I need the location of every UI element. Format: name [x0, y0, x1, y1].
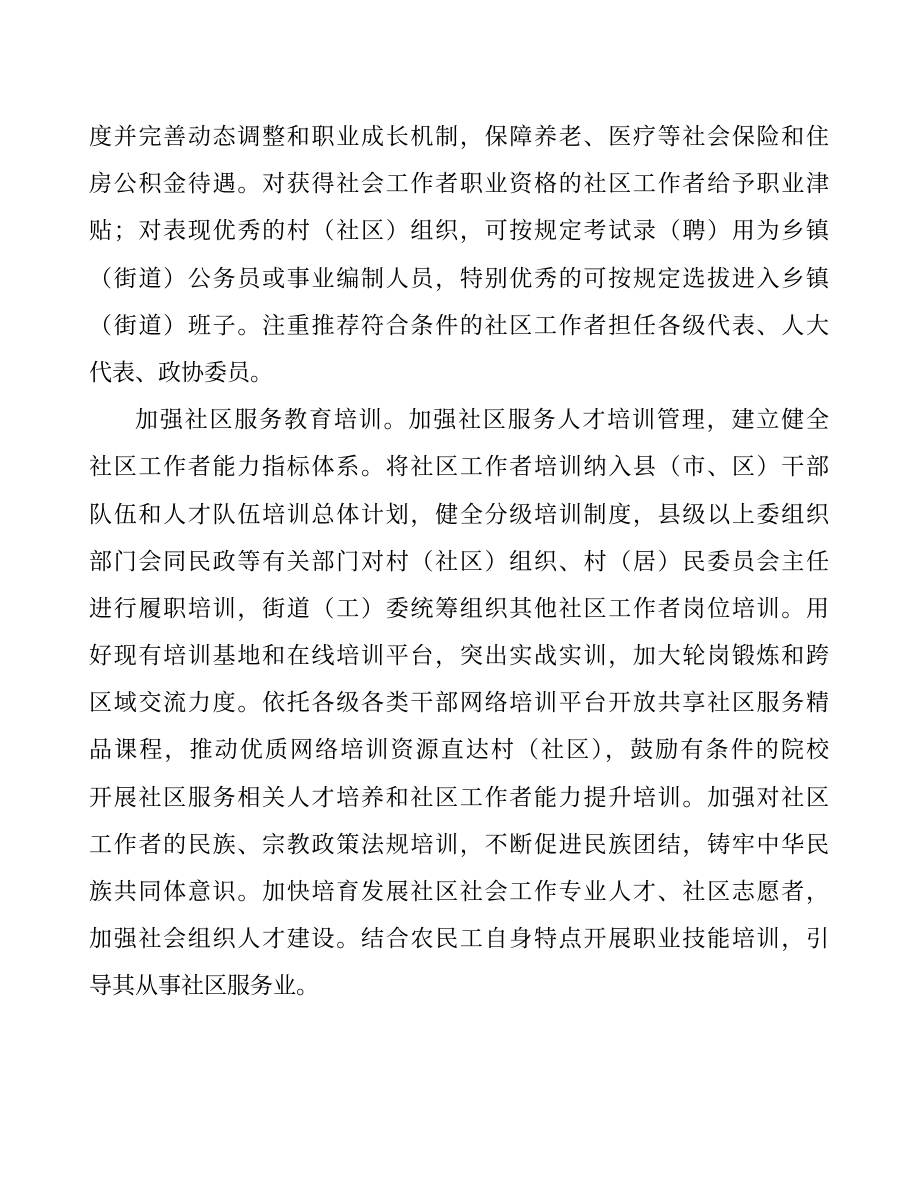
text-line: 区域交流力度。依托各级各类干部网络培训平台开放共享社区服务精	[89, 690, 829, 717]
text-line: 加强社区服务教育培训。加强社区服务人才培训管理，建立健全	[135, 407, 829, 434]
body-text	[89, 114, 829, 1011]
text-line: 部门会同民政等有关部门对村（社区）组织、村（居）民委员会主任	[89, 548, 829, 575]
paragraph-continuation	[89, 114, 829, 397]
text-line: 好现有培训基地和在线培训平台，突出实战实训，加大轮岗锻炼和跨	[89, 643, 829, 670]
text-line: 度并完善动态调整和职业成长机制，保障养老、医疗等社会保险和住	[89, 124, 829, 150]
text-line: 队伍和人才队伍培训总体计划，健全分级培训制度，县级以上委组织	[89, 501, 829, 528]
text-line: 导其从事社区服务业。	[89, 973, 319, 1000]
text-line: （街道）班子。注重推荐符合条件的社区工作者担任各级代表、人大	[89, 312, 829, 339]
text-line: 工作者的民族、宗教政策法规培训，不断促进民族团结，铸牢中华民	[89, 831, 829, 858]
text-line: （街道）公务员或事业编制人员，特别优秀的可按规定选拔进入乡镇	[89, 265, 829, 292]
text-line: 开展社区服务相关人才培养和社区工作者能力提升培训。加强对社区	[89, 784, 829, 811]
text-line: 品课程，推动优质网络培训资源直达村（社区），鼓励有条件的院校	[89, 737, 829, 764]
text-line: 族共同体意识。加快培育发展社区社会工作专业人才、社区志愿者，	[89, 879, 829, 905]
text-line: 代表、政协委员。	[89, 359, 273, 386]
text-line: 加强社会组织人才建设。结合农民工自身特点开展职业技能培训，引	[89, 926, 829, 953]
text-line: 贴；对表现优秀的村（社区）组织，可按规定考试录（聘）用为乡镇	[89, 218, 829, 245]
text-line: 房公积金待遇。对获得社会工作者职业资格的社区工作者给予职业津	[89, 171, 829, 198]
text-line: 进行履职培训，街道（工）委统筹组织其他社区工作者岗位培训。用	[89, 595, 829, 622]
paragraph-training	[89, 397, 829, 1010]
text-line: 社区工作者能力指标体系。将社区工作者培训纳入县（市、区）干部	[89, 454, 829, 481]
